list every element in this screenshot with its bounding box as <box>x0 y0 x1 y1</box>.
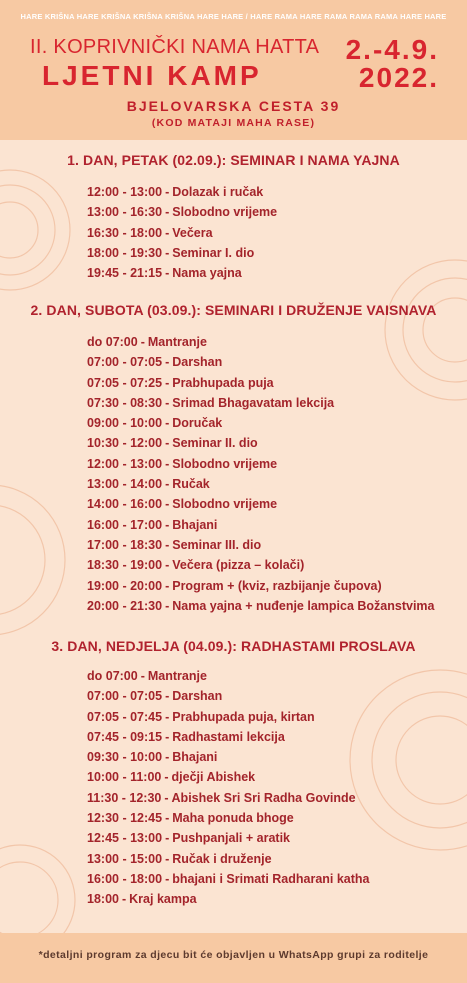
address-note: (KOD MATAJI MAHA RASE) <box>151 117 316 129</box>
schedule-item: 11:30 - 12:30 - Abishek Sri Sri Radha Govinde <box>87 790 356 805</box>
schedule-item: 12:30 - 12:45 - Maha ponuda bhoge <box>87 811 294 826</box>
item-time: 11:30 - 12:30 <box>87 790 162 805</box>
item-activity: dječji Abishek <box>171 770 256 785</box>
schedule-item: 14:00 - 16:00 - Slobodno vrijeme <box>87 497 278 512</box>
schedule-item: 07:05 - 07:45 - Prabhupada puja, kirtan <box>87 709 315 724</box>
schedule-item: 16:00 - 17:00 - Bhajani <box>87 517 218 532</box>
schedule-item: 07:05 - 07:25 - Prabhupada puja <box>87 375 274 390</box>
item-activity: Ručak i druženje <box>172 851 272 866</box>
item-activity: Darshan <box>172 689 223 704</box>
item-activity: Prabhupada puja, kirtan <box>172 709 315 724</box>
item-time: 07:05 - 07:25 <box>87 375 163 390</box>
item-time: 13:00 - 16:30 <box>87 205 163 220</box>
item-time: 10:00 - 11:00 <box>87 770 162 785</box>
schedule-item: 12:45 - 13:00 - Pushpanjali + aratik <box>87 831 290 846</box>
item-time: 12:45 - 13:00 <box>87 831 163 846</box>
item-activity: Seminar I. dio <box>172 245 255 260</box>
item-activity: Slobodno vrijeme <box>172 205 278 220</box>
item-time: 07:05 - 07:45 <box>87 709 163 724</box>
day-3-heading: 3. DAN, NEDJELJA (04.09.): RADHASTAMI PROSLAVA <box>51 638 416 654</box>
event-dates <box>346 36 439 92</box>
item-activity: Bhajani <box>172 750 218 765</box>
item-activity: Ručak <box>172 477 210 492</box>
item-activity: Dolazak i ručak <box>172 185 264 199</box>
item-activity: Radhastami lekcija <box>172 729 285 744</box>
dates-year: 2022. <box>358 62 439 93</box>
item-activity: Darshan <box>172 355 223 370</box>
item-activity: Maha ponuda bhoge <box>172 811 294 826</box>
schedule-item: 16:00 - 18:00 - bhajani i Srimati Radharani katha <box>87 871 370 886</box>
item-activity: Nama yajna + nuđenje lampica Božanstvima <box>172 598 435 613</box>
footer-note: *detaljni program za djecu bit će objavljen u WhatsApp grupi za roditelje <box>38 949 429 961</box>
item-time: do 07:00 <box>87 669 138 683</box>
schedule-item: 13:00 - 16:30 - Slobodno vrijeme <box>87 205 278 220</box>
schedule-item: 09:30 - 10:00 - Bhajani <box>87 750 218 765</box>
item-time: 17:00 - 18:30 <box>87 537 163 552</box>
schedule-item: 10:00 - 11:00 - dječji Abishek <box>87 770 256 785</box>
schedule-item: 07:00 - 07:05 - Darshan <box>87 689 223 704</box>
item-time: 18:00 - 19:30 <box>87 245 163 260</box>
schedule-item: 18:30 - 19:00 - Večera (pizza – kolači) <box>87 558 305 573</box>
item-activity: Slobodno vrijeme <box>172 456 278 471</box>
schedule-item: 10:30 - 12:00 - Seminar II. dio <box>87 436 258 451</box>
item-time: 16:00 - 17:00 <box>87 517 163 532</box>
item-activity: bhajani i Srimati Radharani katha <box>172 871 370 886</box>
item-time: 20:00 - 21:30 <box>87 598 163 613</box>
item-time: 16:00 - 18:00 <box>87 871 163 886</box>
item-time: 09:00 - 10:00 <box>87 416 163 431</box>
item-time: do 07:00 <box>87 335 138 349</box>
dates-range: 2.-4.9. <box>345 34 439 65</box>
item-activity: Seminar II. dio <box>172 436 258 451</box>
day-2-heading: 2. DAN, SUBOTA (03.09.): SEMINARI I DRUŽENJE VAISNAVA <box>30 302 437 318</box>
item-activity: Doručak <box>172 416 223 431</box>
event-address: BJELOVARSKA CESTA 39 <box>126 98 341 114</box>
item-activity: Abishek Sri Sri Radha Govinde <box>171 790 356 805</box>
item-time: 09:30 - 10:00 <box>87 750 163 765</box>
schedule-item: 19:00 - 20:00 - Program + (kviz, razbijanje čupova) <box>87 578 382 593</box>
schedule-item: 09:00 - 10:00 - Doručak <box>87 416 223 431</box>
schedule-item: 07:00 - 07:05 - Darshan <box>87 355 223 370</box>
item-activity: Bhajani <box>172 517 218 532</box>
item-time: 18:00 <box>87 892 119 907</box>
item-time: 10:30 - 12:00 <box>87 436 163 451</box>
schedule-item: 13:00 - 15:00 - Ručak i druženje <box>87 851 272 866</box>
item-time: 13:00 - 15:00 <box>87 851 163 866</box>
item-time: 19:00 - 20:00 <box>87 578 163 593</box>
day-3-schedule <box>87 666 370 910</box>
event-title: II. KOPRIVNIČKI NAMA HATTA <box>30 36 320 58</box>
schedule-item: 16:30 - 18:00 - Večera <box>87 225 213 240</box>
schedule-item: 12:00 - 13:00 - Slobodno vrijeme <box>87 456 278 471</box>
item-time: 07:00 - 07:05 <box>87 355 163 370</box>
item-activity: Prabhupada puja <box>172 375 274 390</box>
item-activity: Večera (pizza – kolači) <box>172 558 305 573</box>
schedule-item: 20:00 - 21:30 - Nama yajna + nuđenje lampica Božanstvima <box>87 598 435 613</box>
schedule-item: 18:00 - 19:30 - Seminar I. dio <box>87 245 255 260</box>
schedule-item: do 07:00 - Mantranje <box>87 335 207 349</box>
day-2-schedule <box>87 332 434 616</box>
item-time: 07:00 - 07:05 <box>87 689 163 704</box>
schedule-item: 12:00 - 13:00 - Dolazak i ručak <box>87 185 264 199</box>
event-subtitle: LJETNI KAMP <box>42 60 262 91</box>
item-time: 12:00 - 13:00 <box>87 185 163 199</box>
item-activity: Seminar III. dio <box>172 537 262 552</box>
item-time: 16:30 - 18:00 <box>87 225 163 240</box>
item-time: 12:00 - 13:00 <box>87 456 163 471</box>
schedule-item: 19:45 - 21:15 - Nama yajna <box>87 266 242 281</box>
item-activity: Srimad Bhagavatam lekcija <box>172 395 335 410</box>
item-activity: Nama yajna <box>172 266 242 281</box>
day-1-schedule <box>87 182 277 283</box>
item-activity: Večera <box>172 225 213 240</box>
item-activity: Kraj kampa <box>129 892 197 907</box>
schedule-item: 07:30 - 08:30 - Srimad Bhagavatam lekcija <box>87 395 335 410</box>
mantra-line: HARE KRIŠNA HARE KRIŠNA KRIŠNA KRIŠNA HARE HARE / HARE RAMA HARE RAMA RAMA RAMA HARE HARE <box>20 12 447 21</box>
schedule-item: do 07:00 - Mantranje <box>87 669 207 683</box>
item-time: 14:00 - 16:00 <box>87 497 163 512</box>
item-time: 07:45 - 09:15 <box>87 729 163 744</box>
item-time: 18:30 - 19:00 <box>87 558 163 573</box>
day-1-heading: 1. DAN, PETAK (02.09.): SEMINAR I NAMA YAJNA <box>67 152 400 168</box>
item-time: 13:00 - 14:00 <box>87 477 163 492</box>
item-time: 19:45 - 21:15 <box>87 266 163 281</box>
item-activity: Mantranje <box>147 669 207 683</box>
footer-band <box>0 933 467 983</box>
item-time: 07:30 - 08:30 <box>87 395 163 410</box>
item-activity: Mantranje <box>147 335 207 349</box>
item-activity: Program + (kviz, razbijanje čupova) <box>172 578 382 593</box>
schedule-item: 07:45 - 09:15 - Radhastami lekcija <box>87 729 285 744</box>
item-activity: Pushpanjali + aratik <box>172 831 290 846</box>
schedule-item: 17:00 - 18:30 - Seminar III. dio <box>87 537 262 552</box>
schedule-item: 18:00 - Kraj kampa <box>87 892 197 907</box>
item-activity: Slobodno vrijeme <box>172 497 278 512</box>
item-time: 12:30 - 12:45 <box>87 811 163 826</box>
schedule-item: 13:00 - 14:00 - Ručak <box>87 477 210 492</box>
